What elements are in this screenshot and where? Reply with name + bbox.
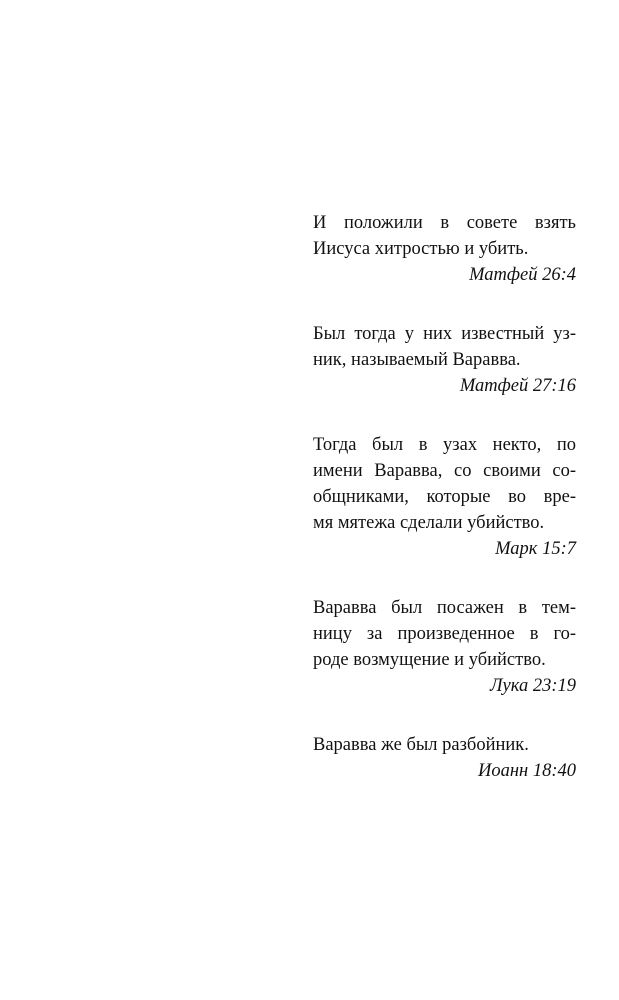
scripture-reference: Марк 15:7 bbox=[495, 539, 576, 559]
quote-line: Варавва же был разбойник. bbox=[313, 735, 529, 755]
quote-line: имени Варавва, со своими со- bbox=[313, 461, 576, 481]
quote-line: Тогда был в узах некто, по bbox=[313, 435, 576, 455]
epigraph-matthew-26-4 bbox=[313, 210, 576, 288]
epigraph-block bbox=[313, 210, 576, 784]
quote-line: роде возмущение и убийство. bbox=[313, 650, 546, 670]
quote-line: общниками, которые во вре- bbox=[313, 487, 576, 507]
quote-line: Варавва был посажен в тем- bbox=[313, 598, 576, 618]
quote-line: ницу за произведенное в го- bbox=[313, 624, 576, 644]
quote-line: Был тогда у них известный уз- bbox=[313, 324, 576, 344]
scripture-reference: Лука 23:19 bbox=[490, 676, 576, 696]
quote-line: Иисуса хитростью и убить. bbox=[313, 239, 529, 259]
scripture-reference: Иоанн 18:40 bbox=[477, 761, 576, 781]
epigraph-john-18-40 bbox=[313, 732, 576, 784]
epigraph-luke-23-19 bbox=[313, 595, 576, 699]
quote-line: мя мятежа сделали убийство. bbox=[313, 513, 545, 533]
scripture-reference: Матфей 27:16 bbox=[459, 376, 576, 396]
quote-line: И положили в совете взять bbox=[313, 213, 576, 233]
quote-line: ник, называемый Варавва. bbox=[313, 350, 521, 370]
scripture-reference: Матфей 26:4 bbox=[469, 265, 576, 285]
epigraph-matthew-27-16 bbox=[313, 321, 576, 399]
epigraph-mark-15-7 bbox=[313, 432, 576, 562]
